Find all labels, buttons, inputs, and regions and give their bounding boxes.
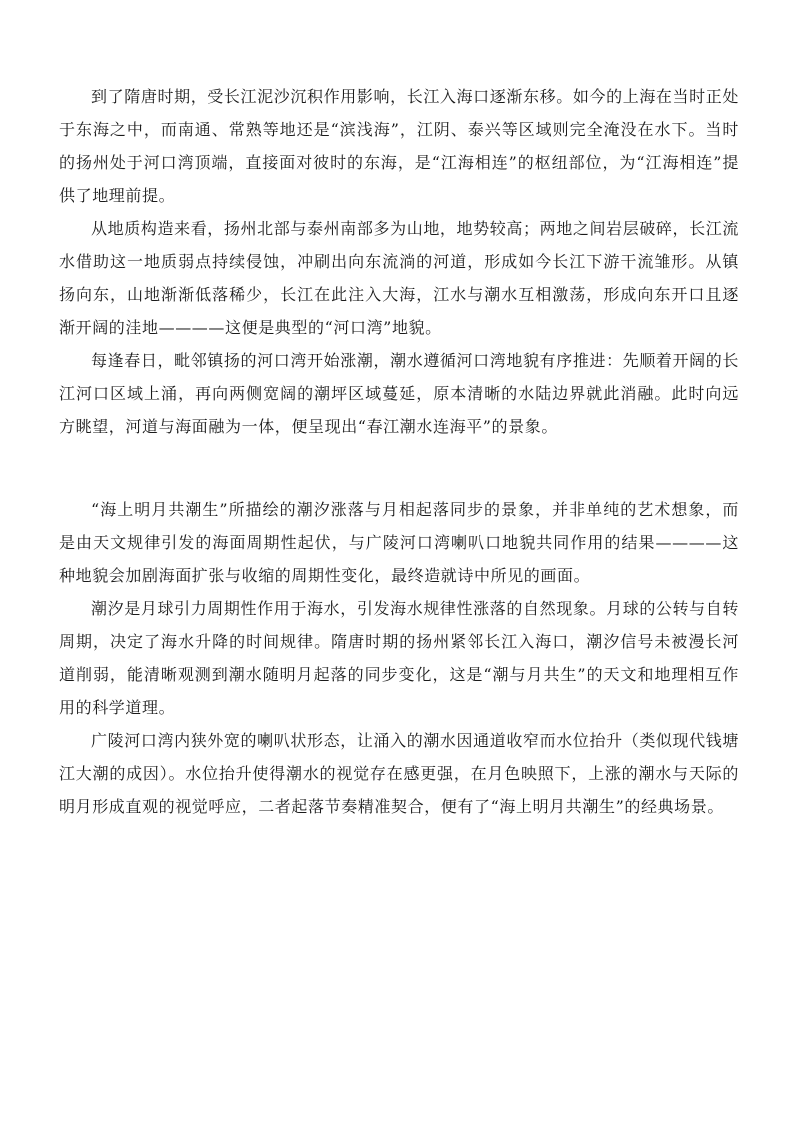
document-page	[59, 80, 739, 823]
section-estuary-history	[59, 80, 739, 443]
paragraph: 每逢春日，毗邻镇扬的河口湾开始涨潮，潮水遵循河口湾地貌有序推进：先顺着开阔的长江河口区域上涌，再向两侧宽阔的潮坪区域蔓延，原本清晰的水陆边界就此消融。此时向远方眺望，河道与海面融为一体，便呈现出“春江潮水连海平”的景象。	[59, 351, 739, 436]
paragraph: 潮汐是月球引力周期性作用于海水，引发海水规律性涨落的自然现象。月球的公转与自转周期，决定了海水升降的时间规律。隋唐时期的扬州紧邻长江入海口，潮汐信号未被漫长河道削弱，能清晰观测到潮水随明月起落的同步变化，这是“潮与月共生”的天文和地理相互作用的科学道理。	[59, 599, 739, 717]
section-tide-moon	[59, 493, 739, 823]
paragraph: “海上明月共潮生”所描绘的潮汐涨落与月相起落同步的景象，并非单纯的艺术想象，而是由天文规律引发的海面周期性起伏，与广陵河口湾喇叭口地貌共同作用的结果————这种地貌会加剧海面扩张与收缩的周期性变化，最终造就诗中所见的画面。	[59, 500, 739, 585]
paragraph: 广陵河口湾内狭外宽的喇叭状形态，让涌入的潮水因通道收窄而水位抬升（类似现代钱塘江大潮的成因）。水位抬升使得潮水的视觉存在感更强，在月色映照下，上涨的潮水与天际的明月形成直观的视觉呼应，二者起落节奏精准契合，便有了“海上明月共潮生”的经典场景。	[59, 731, 739, 816]
section-divider-space	[59, 443, 739, 493]
paragraph: 从地质构造来看，扬州北部与泰州南部多为山地，地势较高；两地之间岩层破碎，长江流水借助这一地质弱点持续侵蚀，冲刷出向东流淌的河道，形成如今长江下游干流雏形。从镇扬向东，山地渐渐低落稀少，长江在此注入大海，江水与潮水互相激荡，形成向东开口且逐渐开阔的洼地————这便是典型的“河口湾”地貌。	[59, 219, 739, 337]
paragraph: 到了隋唐时期，受长江泥沙沉积作用影响，长江入海口逐渐东移。如今的上海在当时正处于东海之中，而南通、常熟等地还是“滨浅海”，江阴、泰兴等区域则完全淹没在水下。当时的扬州处于河口湾顶端，直接面对彼时的东海，是“江海相连”的枢纽部位，为“江海相连”提供了地理前提。	[59, 87, 739, 205]
